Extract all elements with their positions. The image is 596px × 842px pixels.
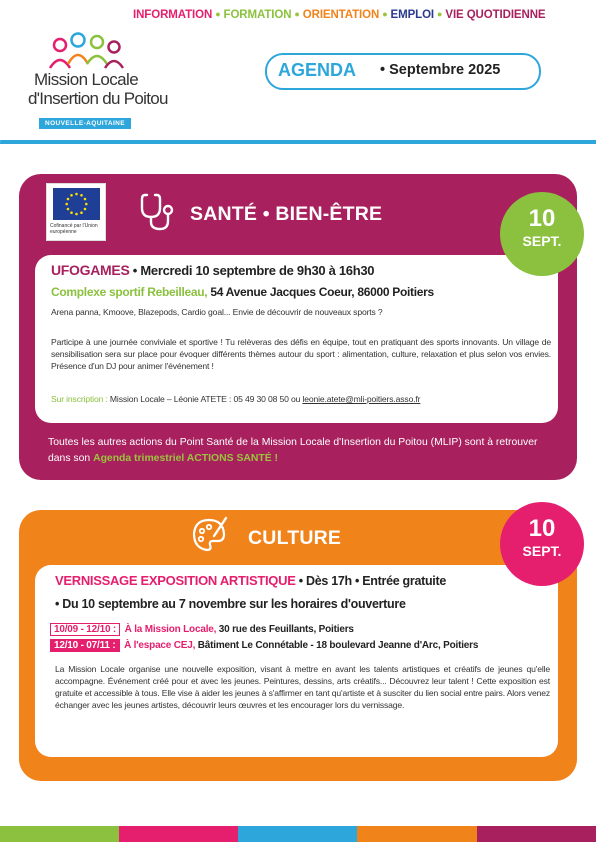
- eu-text: Cofinancé par l'Union européenne: [50, 223, 98, 235]
- schedule-address: 30 rue des Feuillants, Poitiers: [216, 624, 354, 635]
- culture-date-badge: [500, 502, 584, 586]
- agenda-title: AGENDA: [278, 60, 357, 80]
- event-name: VERNISSAGE EXPOSITION ARTISTIQUE: [55, 573, 296, 588]
- logo-line2: d'Insertion du Poitou: [28, 89, 168, 108]
- separator-dot: ●: [382, 9, 388, 19]
- sante-title: SANTÉ • BIEN-ÊTRE: [190, 203, 383, 225]
- date-day: 10: [528, 205, 556, 232]
- date-day: 10: [528, 515, 556, 542]
- sante-event-heading: [51, 262, 374, 278]
- nav-vie-quotidienne[interactable]: VIE QUOTIDIENNE: [445, 9, 546, 21]
- footer-strip-orange: [357, 826, 477, 842]
- palette-icon: [190, 516, 228, 556]
- event-name: UFOGAMES: [51, 262, 130, 278]
- culture-event-heading: [55, 573, 446, 588]
- sante-date-badge: [500, 192, 584, 276]
- place-address: 54 Avenue Jacques Coeur, 86000 Poitiers: [207, 285, 434, 299]
- event-when: • Mercredi 10 septembre de 9h30 à 16h30: [129, 263, 375, 278]
- sante-inscription: [51, 394, 420, 404]
- sante-para2: Participe à une journée conviviale et sportive ! Tu relèveras des défis en équipe, tout en pratiquant des sports innovants. Un village de sensibilisation sera sur place pour évoquer différents thèmes autour du sport : alimentation, culture, relaxation et plus selon vos envies. Présence d'un DJ pour animer l'événement !: [51, 337, 551, 371]
- nav-information[interactable]: INFORMATION: [133, 9, 213, 21]
- logo-region-badge: NOUVELLE-AQUITAINE: [39, 118, 131, 129]
- separator-dot: ●: [437, 9, 443, 19]
- eu-cofinance-logo: [46, 183, 106, 241]
- culture-event-range: • Du 10 septembre au 7 novembre sur les horaires d'ouverture: [55, 597, 406, 611]
- nav-orientation[interactable]: ORIENTATION: [302, 9, 380, 21]
- footer-strip-pink: [119, 826, 238, 842]
- footer-strip-purple: [477, 826, 596, 842]
- top-nav: [133, 9, 596, 21]
- inscription-text: Mission Locale – Léonie ATETE : 05 49 30 08 50 ou: [107, 394, 303, 404]
- nav-emploi[interactable]: EMPLOI: [390, 9, 435, 21]
- footer-agenda-link[interactable]: Agenda trimestriel ACTIONS SANTÉ !: [93, 453, 279, 464]
- culture-title: CULTURE: [248, 527, 342, 549]
- event-when: • Dès 17h • Entrée gratuite: [295, 574, 446, 588]
- stethoscope-icon: [139, 192, 177, 232]
- separator-dot: ●: [294, 9, 300, 19]
- culture-event-box: [35, 565, 558, 757]
- footer-text: Toutes les autres actions du Point Santé de la Mission Locale d'Insertion du Poitou (MLIP) sont à retrouver dans son: [48, 437, 538, 464]
- date-month: SEPT.: [522, 233, 562, 249]
- schedule-dates: 12/10 - 07/11 :: [50, 639, 120, 652]
- schedule-dates: 10/09 - 12/10 :: [50, 623, 120, 636]
- culture-description: La Mission Locale organise une nouvelle exposition, visant à mettre en avant les talents artistiques et créatifs de jeunes qu'elle accompagne. Événement créé pour et avec les jeunes. Peintures, dessins, arts créatifs... Découvrez leur talent ! Cette exposition est gratuite et accessible à tous. Elle vise à aider les jeunes à s'affirmer en tant qu'artiste et à susciter du lien social entre pairs. Alors venez échanger avec les jeunes artistes, découvrir leurs œuvres et les encourager lors du vernissage.: [55, 664, 550, 710]
- culture-schedule-1: [50, 623, 354, 636]
- inscription-email-link[interactable]: leonie.atete@mli-poitiers.asso.fr: [302, 394, 421, 404]
- schedule-address: Bâtiment Le Connétable - 18 boulevard Jeanne d'Arc, Poitiers: [195, 640, 479, 651]
- eu-flag-icon: [53, 188, 100, 220]
- place-name: Complexe sportif Rebeilleau,: [51, 285, 208, 299]
- sante-para1: Arena panna, Kmoove, Blazepods, Cardio goal... Envie de découvrir de nouveaux sports ?: [51, 307, 383, 317]
- schedule-place: À l'espace CEJ,: [121, 640, 196, 651]
- culture-schedule-2: [50, 639, 478, 652]
- footer-strip-blue: [238, 826, 357, 842]
- date-month: SEPT.: [522, 543, 562, 559]
- separator-dot: ●: [215, 9, 221, 19]
- logo-line1: Mission Locale: [34, 70, 139, 89]
- sante-footer: [48, 435, 548, 467]
- agenda-date: • Septembre 2025: [380, 62, 501, 78]
- schedule-place: À la Mission Locale,: [122, 624, 217, 635]
- nav-formation[interactable]: FORMATION: [223, 9, 292, 21]
- footer-strip-green: [0, 826, 119, 842]
- sante-event-place: [51, 285, 434, 299]
- inscription-label: Sur inscription :: [51, 394, 108, 404]
